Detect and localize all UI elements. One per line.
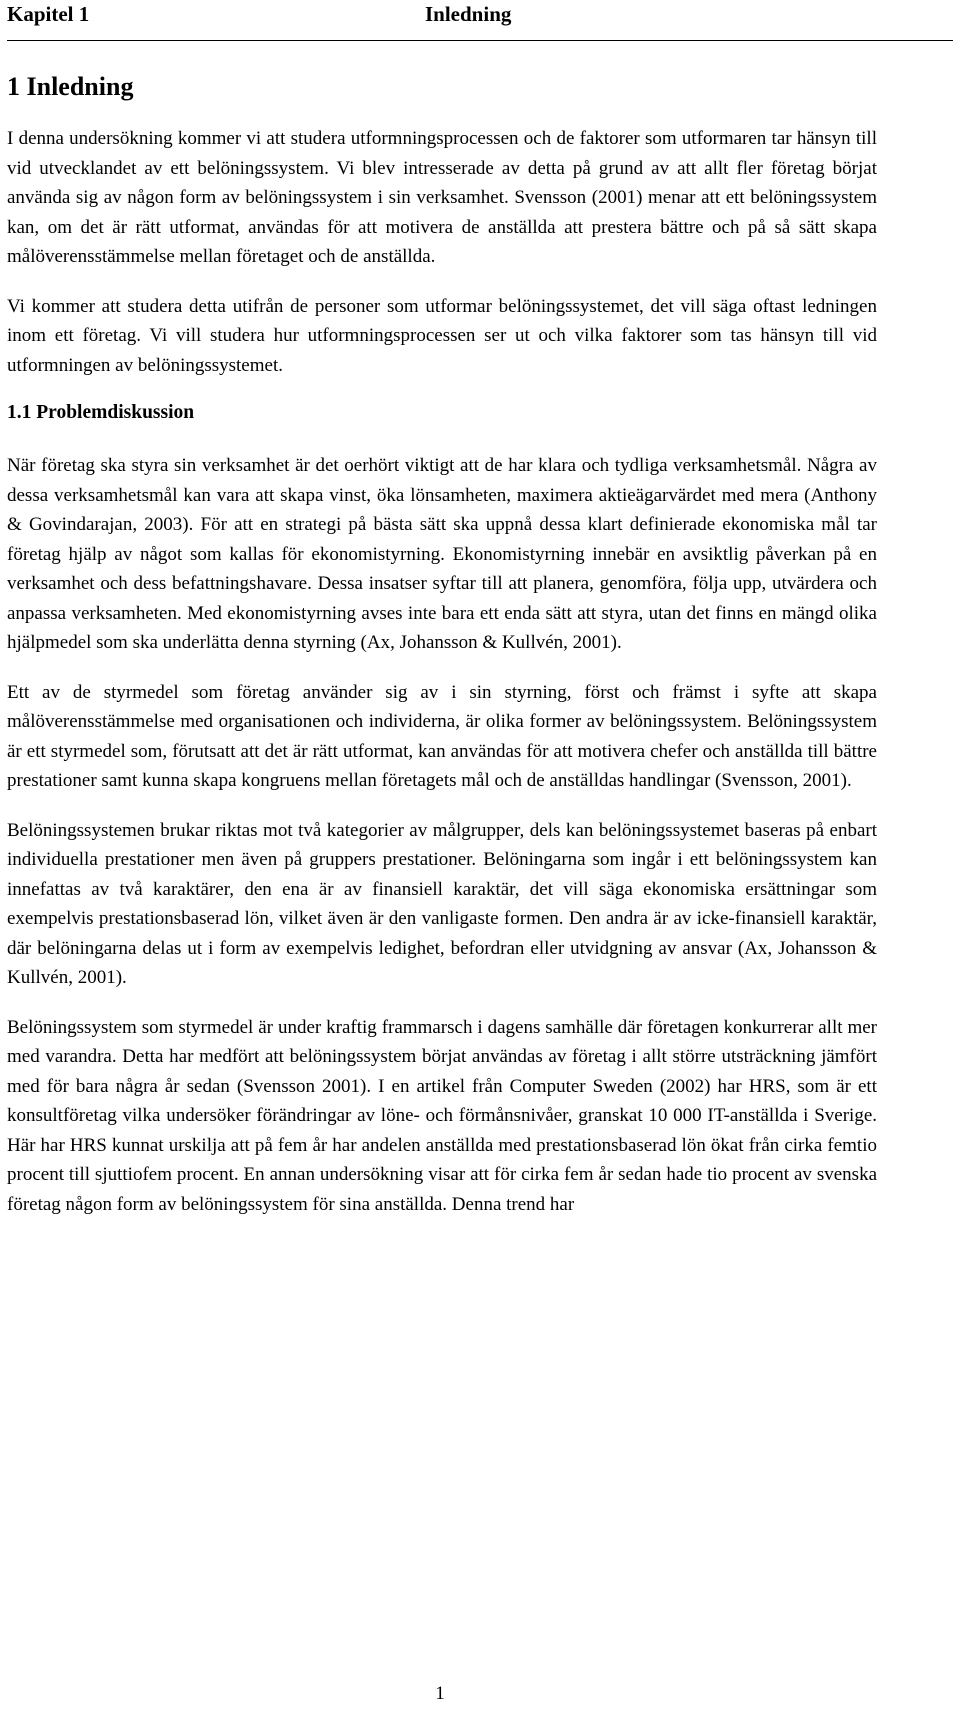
paragraph: Belöningssystemen brukar riktas mot två kategorier av målgrupper, dels kan belöningssystemet baseras på enbart individuella prestationer men även på gruppers prestationer. Belöningarna som ingår i ett belöningssystem kan innefattas av två karaktärer, den ena är av finansiell karaktär, det vill säga ekonomiska ersättningar som exempelvis prestationsbaserad lön, vilket även är den vanligaste formen. Den andra är av icke-finansiell karaktär, där belöningarna delas ut i form av exempelvis ledighet, befordran eller utvidgning av ansvar (Ax, Johansson & Kullvén, 2001). — [7, 819, 877, 988]
document-body — [7, 70, 877, 1239]
paragraph: Vi kommer att studera detta utifrån de personer som utformar belöningssystemet, det vill säga oftast ledningen inom ett företag. Vi vill studera hur utformningsprocessen ser ut och vilka faktorer som tas hänsyn till vid utformningen av belöningssystemet. — [7, 295, 877, 376]
page-header — [7, 0, 953, 41]
chapter-heading: 1 Inledning — [7, 72, 134, 101]
page-number: 1 — [435, 1683, 445, 1704]
header-chapter: Kapitel 1 — [7, 2, 90, 26]
section-heading: 1.1 Problemdiskussion — [7, 402, 195, 423]
header-title: Inledning — [425, 2, 512, 26]
paragraph: I denna undersökning kommer vi att studera utformningsprocessen och de faktorer som utformaren tar hänsyn till vid utvecklandet av ett belöningssystem. Vi blev intresserade av detta på grund av att allt fler företag börjat använda sig av någon form av belöningssystem i sin verksamhet. Svensson (2001) menar att ett belöningssystem kan, om det är rätt utformat, användas för att motivera de anställda att prestera bättre och på så sätt skapa målöverensstämmelse mellan företaget och de anställda. — [7, 128, 877, 267]
paragraph: Belöningssystem som styrmedel är under kraftig frammarsch i dagens samhälle där företagen konkurrerar allt mer med varandra. Detta har medfört att belöningssystem börjat användas av företag i allt större utsträckning jämfört med för bara några år sedan (Svensson 2001). I en artikel från Computer Sweden (2002) har HRS, som är ett konsultföretag vilka undersöker förändringar av löne- och förmånsnivåer, granskat 10 000 IT-anställda i Sverige. Här har HRS kunnat urskilja att på fem år har andelen anställda med prestationsbaserad lön ökat från cirka femtio procent till sjuttiofem procent. En annan undersökning visar att för cirka fem år sedan hade tio procent av svenska företag någon form av belöningssystem för sina anställda. Denna trend har — [7, 1016, 877, 1215]
paragraph: Ett av de styrmedel som företag använder sig av i sin styrning, först och främst i syfte att skapa målöverensstämmelse med organisationen och individerna, är olika former av belöningssystem. Belöningssystem är ett styrmedel som, förutsatt att det är rätt utformat, kan användas för att motivera chefer och anställda till bättre prestationer samt kunna skapa kongruens mellan företagets mål och de anställdas handlingar (Svensson, 2001). — [7, 681, 877, 791]
paragraph: När företag ska styra sin verksamhet är det oerhört viktigt att de har klara och tydliga verksamhetsmål. Några av dessa verksamhetsmål kan vara att skapa vinst, öka lönsamheten, maximera aktieägarvärdet med mera (Anthony & Govindarajan, 2003). För att en strategi på bästa sätt ska uppnå dessa klart definierade ekonomiska mål tar företag hjälp av något som kallas för ekonomistyrning. Ekonomistyrning innebär en avsiktlig påverkan på en verksamhet och dess befattningshavare. Dessa insatser syftar till att planera, genomföra, följa upp, utvärdera och anpassa verksamheten. Med ekonomistyrning avses inte bara ett enda sätt att styra, utan det finns en mängd olika hjälpmedel som ska underlätta denna styrning (Ax, Johansson & Kullvén, 2001). — [7, 455, 877, 653]
